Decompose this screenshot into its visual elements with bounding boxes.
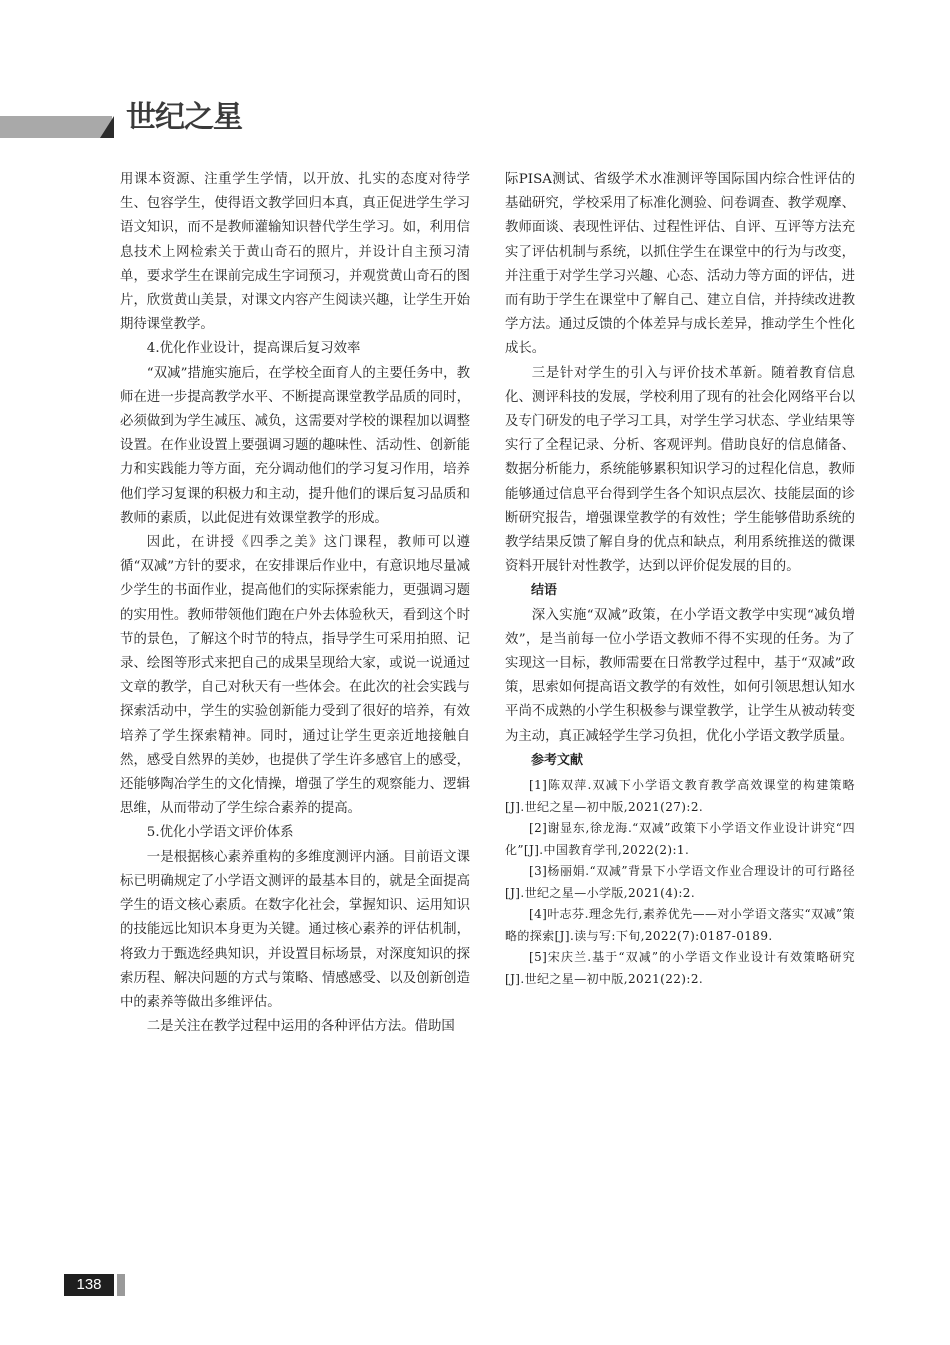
reference-item: [1]陈双萍.双减下小学语文教育教学高效课堂的构建策略[J].世纪之星—初中版,2021(27):2.	[505, 778, 855, 814]
paragraph: 因此，在讲授《四季之美》这门课程，教师可以遵循“双减”方针的要求，在安排课后作业中，有意识地尽量减少学生的书面作业，提高他们的实际探索能力，更强调习题的实用性。教师带领他们跑在户外去体验秋天，看到这个时节的景色，了解这个时节的特点，指导学生可采用拍照、记录、绘图等形式来把自己的成果呈现给大家，或说一说通过文章的教学，自己对秋天有一些体会。在此次的社会实践与探索活动中，学生的实验创新能力受到了很好的培养，有效培养了学生探索精神。同时，通过让学生更亲近地接触自然，感受自然界的美妙，也提供了学生许多感官上的感受，还能够陶冶学生的文化情操，增强了学生的观察能力、逻辑思维，从而带动了学生综合素养的提高。	[120, 535, 470, 817]
conclusion-heading: 结语	[531, 583, 558, 599]
header-band	[0, 116, 112, 138]
reference-list	[505, 775, 855, 990]
paragraph: 三是针对学生的引入与评价技术革新。随着教育信息化、测评科技的发展，学校利用了现有的社会化网络平台以及专门研发的电子学习工具，对学生学习状态、学业结果等实行了全程记录、分析、客观评判。借助良好的信息储备、数据分析能力，系统能够累积知识学习的过程化信息，教师能够通过信息平台得到学生各个知识点层次、技能层面的诊断研究报告，增强课堂教学的有效性；学生能够借助系统的教学结果反馈了解自身的优点和缺点，利用系统推送的微课资料开展针对性教学，达到以评价促发展的目的。	[505, 365, 855, 575]
right-column	[505, 168, 855, 990]
header-triangle-ornament	[100, 116, 114, 138]
reference-item: [2]谢显东,徐龙海.“双减”政策下小学语文作业设计讲究“四化”[J].中国教育学刊,2022(2):1.	[505, 821, 855, 857]
section-heading-4: 4.优化作业设计，提高课后复习效率	[146, 341, 361, 357]
reference-item: [3]杨丽娟.“双减”背景下小学语文作业合理设计的可行路径[J].世纪之星—小学版,2021(4):2.	[505, 864, 855, 900]
page-number: 138	[64, 1274, 114, 1296]
paragraph: “双减”措施实施后，在学校全面育人的主要任务中，教师在进一步提高教学水平、不断提高课堂教学品质的同时，必须做到为学生减压、减负，这需要对学校的课程加以调整设置。在作业设置上要强调习题的趣味性、活动性、创新能力和实践能力等方面，充分调动他们的学习复习作用，培养他们学习复课的积极力和主动，提升他们的课后复习品质和教师的素质，以此促进有效课堂教学的形成。	[120, 365, 470, 526]
journal-logo: 世纪之星	[126, 100, 242, 135]
page-number-tab	[117, 1274, 125, 1296]
left-column	[120, 168, 470, 1039]
section-heading-5: 5.优化小学语文评价体系	[146, 825, 294, 841]
reference-item: [4]叶志芬.理念先行,素养优先——对小学语文落实“双减”策略的探索[J].读与写:下旬,2022(7):0187-0189.	[505, 907, 855, 943]
paragraph-continued: 用课本资源、注重学生学情，以开放、扎实的态度对待学生、包容学生，使得语文教学回归本真，真正促进学生学习语文知识，而不是教师灌输知识替代学生学习。如，利用信息技术上网检索关于黄山奇石的照片，并设计自主预习清单，要求学生在课前完成生字词预习，并观赏黄山奇石的图片，欣赏黄山美景，对课文内容产生阅读兴趣，让学生开始期待课堂教学。	[120, 172, 470, 333]
paragraph: 二是关注在教学过程中运用的各种评估方法。借助国	[146, 1019, 455, 1035]
references-heading: 参考文献	[531, 752, 584, 768]
paragraph: 一是根据核心素养重构的多维度测评内涵。目前语文课标已明确规定了小学语文测评的最基本目的，就是全面提高学生的语文核心素质。在数字化社会，掌握知识、运用知识的技能远比知识本身更为关键。通过核心素养的评估机制，将致力于甄选经典知识，并设置目标场景，对深度知识的探索历程、解决问题的方式与策略、情感感受、以及创新创造中的素养等做出多维评估。	[120, 849, 470, 1010]
paragraph: 深入实施“双减”政策，在小学语文教学中实现“减负增效”，是当前每一位小学语文教师不得不实现的任务。为了实现这一目标，教师需要在日常教学过程中，基于“双减”政策，思索如何提高语文教学的有效性，如何引领思想认知水平尚不成熟的小学生积极参与课堂教学，让学生从被动转变为主动，真正减轻学生学习负担，优化小学语文教学质量。	[505, 607, 855, 744]
paragraph-continued: 际PISA测试、省级学术水准测评等国际国内综合性评估的基础研究，学校采用了标准化测验、问卷调查、教学观摩、教师面谈、表现性评估、过程性评估、自评、互评等方法充实了评估机制与系统，以抓住学生在课堂中的行为与改变，并注重于对学生学习兴趣、心态、活动力等方面的评估，进而有助于学生在课堂中了解自己、建立自信，并持续改进教学方法。通过反馈的个体差异与成长差异，推动学生个性化成长。	[505, 172, 855, 357]
reference-item: [5]宋庆兰.基于“双减”的小学语文作业设计有效策略研究[J].世纪之星—初中版,2021(22):2.	[505, 950, 855, 986]
